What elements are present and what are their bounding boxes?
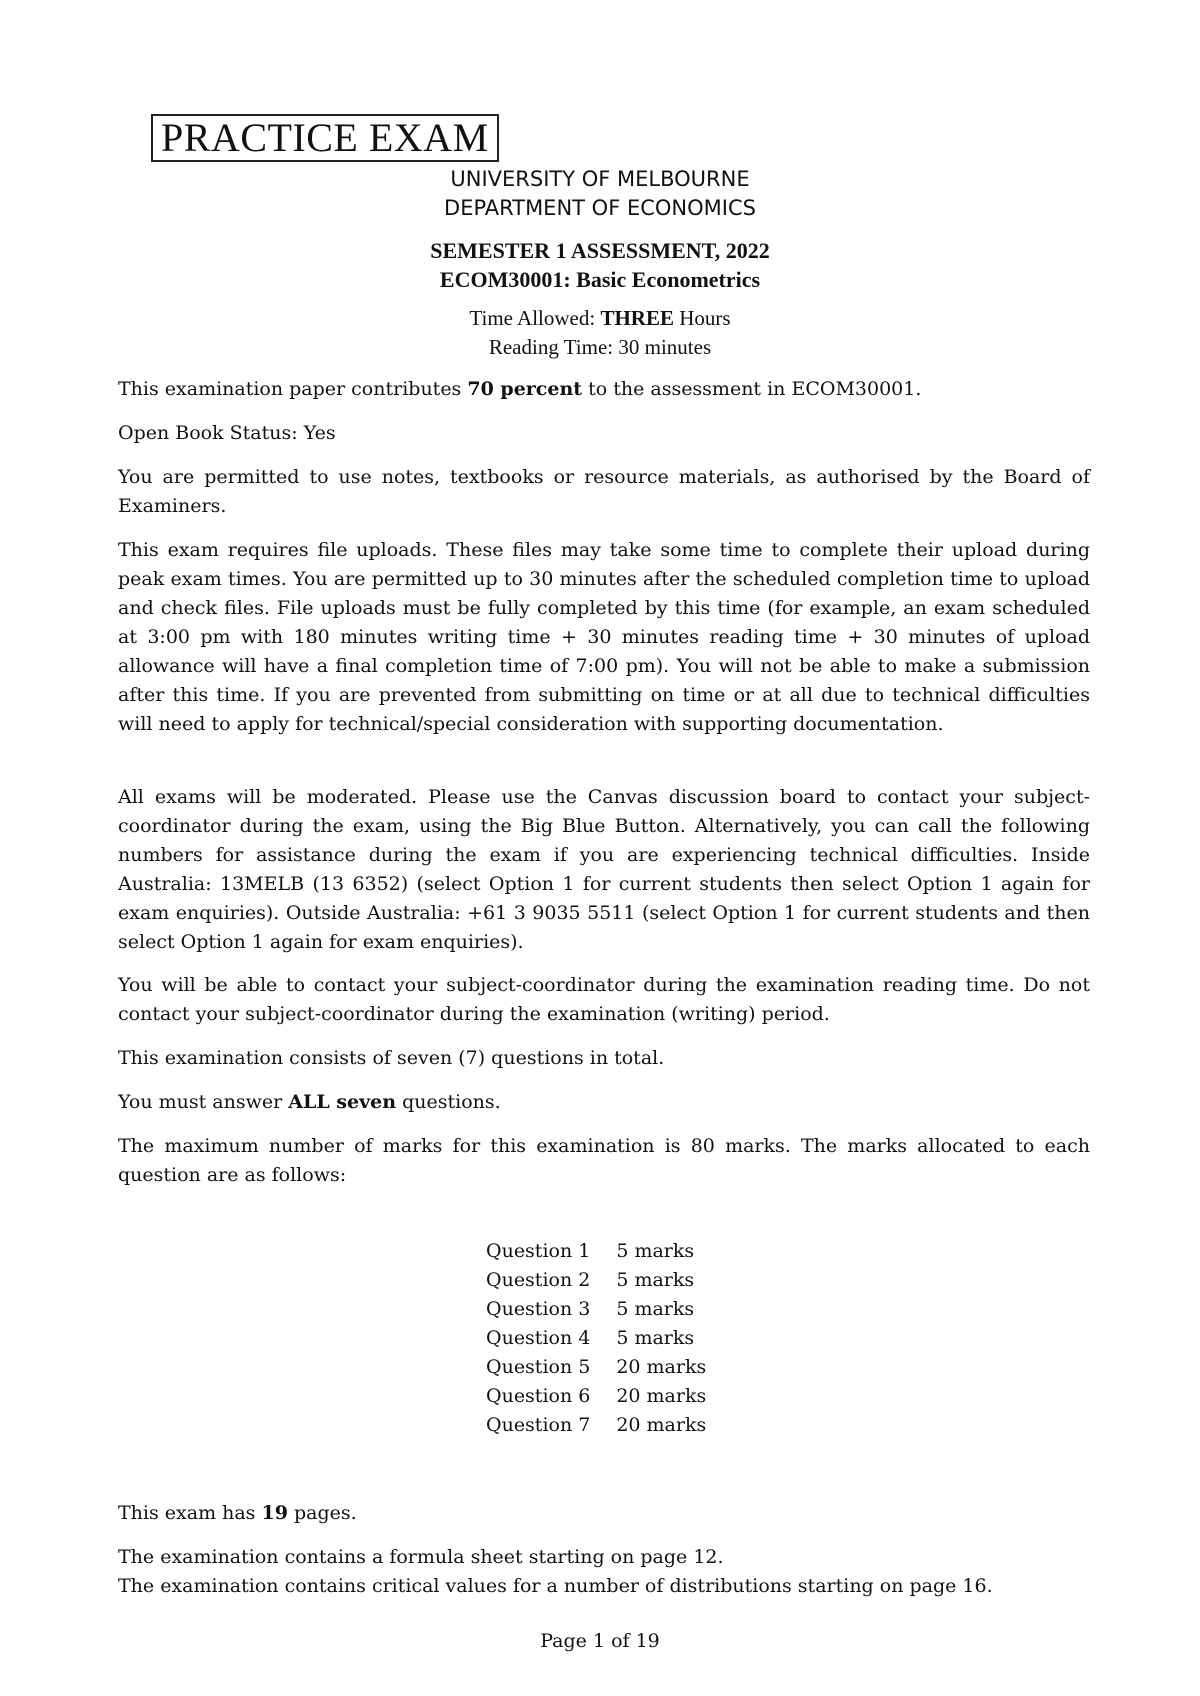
question-marks: 20 marks — [616, 1385, 707, 1407]
pages-value: 19 — [261, 1502, 288, 1524]
practice-exam-badge: PRACTICE EXAM — [151, 114, 499, 162]
question-marks: 5 marks — [616, 1327, 695, 1349]
moderation-paragraph: All exams will be moderated. Please use the Canvas discussion board to contact your subject-coordinator during the exam, using the Big Blue Button. Alternatively, you can call the following numbers for assistance during the exam if you are experiencing technical difficulties. Inside Australia: 13MELB (13 6352) (select Option 1 for current students then select Option 1 again for exam enquiries). Outside Australia: +61 3 9035 5511 (select Option 1 for current students and then select Option 1 again for exam enquiries). — [118, 786, 1090, 953]
question-label: Question 5 — [486, 1356, 591, 1378]
marks-row — [486, 1324, 706, 1353]
subject-title: ECOM30001: Basic Econometrics — [439, 267, 761, 292]
question-label: Question 6 — [486, 1385, 591, 1407]
max-marks-paragraph: The maximum number of marks for this examination is 80 marks. The marks allocated to each question are as follows: — [118, 1135, 1090, 1186]
question-marks: 20 marks — [616, 1356, 707, 1378]
time-allowed-value: THREE — [600, 306, 674, 330]
pages-suffix: pages. — [293, 1502, 357, 1524]
answer-paragraph — [118, 1088, 1090, 1117]
question-marks: 5 marks — [616, 1269, 695, 1291]
critical-values-note: The examination contains critical values for a number of distributions starting on page 16. — [118, 1575, 993, 1597]
question-label: Question 1 — [486, 1240, 591, 1262]
pages-paragraph — [118, 1499, 1090, 1528]
page-number-footer: Page 1 of 19 — [540, 1630, 660, 1652]
time-allowed-unit: Hours — [679, 306, 731, 330]
question-label: Question 2 — [486, 1269, 591, 1291]
question-label: Question 3 — [486, 1298, 591, 1320]
marks-table — [486, 1237, 706, 1440]
open-book-status: Open Book Status: Yes — [118, 422, 336, 444]
question-label: Question 4 — [486, 1327, 591, 1349]
assessment-title: SEMESTER 1 ASSESSMENT, 2022 — [430, 238, 770, 263]
question-marks: 5 marks — [616, 1240, 695, 1262]
permitted-materials-paragraph: You are permitted to use notes, textbooks or resource materials, as authorised by the Board of Examiners. — [118, 466, 1090, 517]
question-label: Question 7 — [486, 1414, 591, 1436]
pages-prefix: This exam has — [118, 1502, 256, 1524]
question-marks: 5 marks — [616, 1298, 695, 1320]
marks-row — [486, 1266, 706, 1295]
marks-row — [486, 1353, 706, 1382]
marks-row — [486, 1382, 706, 1411]
answer-value: ALL seven — [288, 1091, 397, 1113]
reading-time: Reading Time: 30 minutes — [488, 335, 712, 359]
file-uploads-paragraph: This exam requires file uploads. These files may take some time to complete their upload during peak exam times. You are permitted up to 30 minutes after the scheduled completion time to upload and check files. File uploads must be fully completed by this time (for example, an exam scheduled at 3:00 pm with 180 minutes writing time + 30 minutes reading time + 30 minutes of upload allowance will have a final completion time of 7:00 pm). You will not be able to make a submission after this time. If you are prevented from submitting on time or at all due to technical difficulties will need to apply for technical/special consideration with supporting documentation. — [118, 539, 1090, 735]
department-name: DEPARTMENT OF ECONOMICS — [444, 196, 756, 220]
marks-row — [486, 1411, 706, 1440]
formula-sheet-note: The examination contains a formula sheet starting on page 12. — [118, 1546, 724, 1568]
marks-row — [486, 1237, 706, 1266]
contribution-suffix: to the assessment in ECOM30001. — [588, 378, 922, 400]
marks-row — [486, 1295, 706, 1324]
question-marks: 20 marks — [616, 1414, 707, 1436]
contribution-paragraph — [118, 375, 1090, 404]
time-allowed-label: Time Allowed: — [469, 306, 596, 330]
answer-suffix: questions. — [402, 1091, 501, 1113]
time-allowed — [0, 306, 1200, 331]
contribution-prefix: This examination paper contributes — [118, 378, 462, 400]
contact-paragraph: You will be able to contact your subject-coordinator during the examination reading time. Do not contact your subject-coordinator during the examination (writing) period. — [118, 974, 1090, 1025]
consists-paragraph: This examination consists of seven (7) questions in total. — [118, 1047, 665, 1069]
contribution-value: 70 percent — [467, 378, 583, 400]
university-name: UNIVERSITY OF MELBOURNE — [450, 167, 750, 191]
answer-prefix: You must answer — [118, 1091, 283, 1113]
